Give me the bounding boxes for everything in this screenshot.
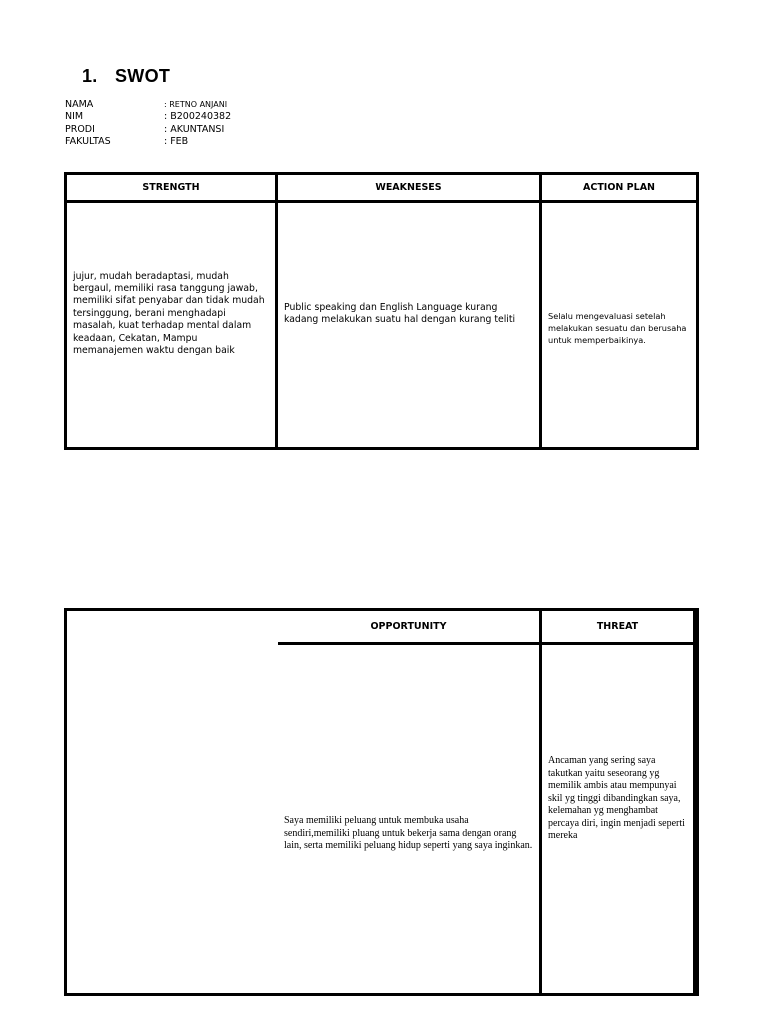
strength-text: jujur, mudah beradaptasi, mudah bergaul, memiliki rasa tanggung jawab, memiliki sifat penyabar dan tidak mudah tersinggung, berani menghadapi masalah, kuat terhadap mental dalam keadaan, Cekatan, Mampu memanajemen waktu dengan baik bbox=[73, 270, 265, 357]
cell-opportunity bbox=[278, 645, 542, 993]
info-label: NIM bbox=[65, 111, 84, 123]
info-value: : B200240382 bbox=[164, 111, 232, 123]
opportunity-text: Saya memiliki peluang untuk membuka usaha sendiri,memiliki pluang untuk bekerja sama dengan orang lain, serta memiliki peluang hidup seperti yang saya inginkan. bbox=[284, 815, 533, 852]
threat-text: Ancaman yang sering saya takutkan yaitu seseorang yg memilik ambis atau mempunyai skil yg tinggi dibandingkan saya, kelemahan yg menghambat percaya diri, ingin menjadi seperti mereka bbox=[548, 754, 685, 842]
student-info bbox=[65, 99, 231, 149]
cell-threat bbox=[542, 645, 696, 993]
header-action-plan: ACTION PLAN bbox=[542, 175, 696, 203]
weaknesses-text: Public speaking dan English Language kurang kadang melakukan suatu hal dengan kurang teliti bbox=[284, 301, 516, 325]
info-value: : FEB bbox=[164, 136, 189, 148]
info-label: FAKULTAS bbox=[65, 136, 111, 148]
header-strength: STRENGTH bbox=[67, 175, 278, 203]
info-row-nama bbox=[65, 99, 231, 111]
info-row-nim bbox=[65, 111, 231, 123]
empty-column bbox=[67, 611, 278, 993]
info-value: : AKUNTANSI bbox=[164, 123, 225, 135]
info-row-prodi bbox=[65, 124, 231, 136]
info-label: PRODI bbox=[65, 123, 95, 135]
cell-strength bbox=[67, 203, 278, 447]
swot-table-strength-weakness bbox=[64, 172, 699, 450]
info-row-fakultas bbox=[65, 136, 231, 148]
action-plan-text: Selalu mengevaluasi setelah melakukan sesuatu dan berusaha untuk memperbaikinya. bbox=[548, 310, 687, 346]
page-title bbox=[82, 66, 170, 87]
heading-text: SWOT bbox=[115, 66, 171, 86]
info-label: NAMA bbox=[65, 99, 94, 110]
header-weaknesses: WEAKNESES bbox=[278, 175, 542, 203]
heading-number: 1. bbox=[82, 66, 98, 86]
info-value: : RETNO ANJANI bbox=[164, 100, 228, 109]
header-threat: THREAT bbox=[542, 611, 696, 645]
header-opportunity: OPPORTUNITY bbox=[278, 611, 542, 645]
swot-table-opportunity-threat bbox=[64, 608, 699, 996]
cell-action-plan bbox=[542, 203, 696, 447]
cell-weaknesses bbox=[278, 203, 542, 447]
